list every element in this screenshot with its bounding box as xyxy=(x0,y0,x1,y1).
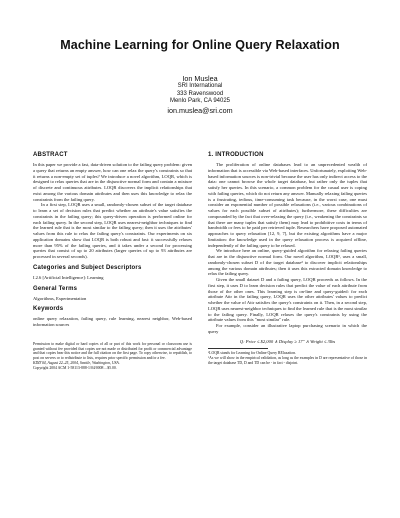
left-column xyxy=(33,152,192,371)
abstract-paragraph-2: In a first step, LOQR uses a small, randomly-chosen subset of the target database to learn a set of decision rules that predict whether an attribute's value satisfies the constraints in the failing query; this query-driven operation is performed online for each failing query. In the second step, LOQR uses nearest-neighbor techniques to find the learned rule that is the most similar to the failing query; then it uses the attributes' values from this rule to relax the failing query's constraints. Our experiments on six application domains show that LOQR is both robust and fast: it successfully relaxes more than 95% of the failing queries, and it takes under a second for processing queries that consist of up to 20 attributes (larger queries of up to 93 attributes are processed in several seconds). xyxy=(33,202,192,259)
copyright-line: Copyright 2004 ACM 1-58113-888-1/04/0008 ...$5.00. xyxy=(33,365,117,370)
categories-heading: Categories and Subject Descriptors xyxy=(33,264,142,271)
footnote-2: ²As we will show in the empirical validation, as long as the examples in D are representative of those in the target database TD, D and TD can be - in fact - disjoint. xyxy=(208,356,367,365)
copyright-notice: Permission to make digital or hard copies of all or part of this work for personal or classroom use is granted without fee provided that copies are not made or distributed for profit or commercial advantage and that copies bear this notice and the full citation on the first page. To copy otherwise, to republish, to post on servers or to redistribute to lists, requires prior specific permission and/or a fee. xyxy=(33,341,192,361)
author-affiliation: SRI International xyxy=(177,83,223,89)
abstract-heading: ABSTRACT xyxy=(33,152,68,158)
abstract-paragraph-1: In this paper we provide a fast, data-driven solution to the failing query problem: given a query that returns an empty answer, how can one relax the query's constraints so that it returns a non-empty set of tuples? We introduce a novel algorithm, LOQR, which is designed to relax queries that are in the disjunctive normal form and contain a mixture of discrete and continuous attributes. LOQR discovers the implicit relationships that exist among the various domain attributes and then uses this knowledge to relax the constraints from the failing query. xyxy=(33,162,192,202)
intro-paragraph-3: Given the small dataset D and a failing query, LOQR proceeds as follows. In the first step, it uses D to learn decision rules that predict the value of each attribute from those of the other ones. This learning step is on-line and query-guided: for each attribute Attr in the failing query, LOQR uses the other attributes' values to predict whether the value of Attr satisfies the query's constraints on it. Then, in a second step, LOQR uses nearest-neighbor techniques to find the learned rule that is the most similar to the failing query. Finally, LOQR relaxes the query's constraints by using the attribute values from this "most similar" rule. xyxy=(208,277,367,323)
author-address-line-1: 333 Ravenswood xyxy=(176,90,224,97)
intro-paragraph-4: For example, consider an illustrative laptop purchasing scenario in which the query xyxy=(208,323,367,334)
intro-paragraph-2: We introduce here an online, query-guided algorithm for relaxing failing queries that are in the disjunctive normal form. Our novel algorithm, LOQR¹, uses a small, randomly-chosen subset D of the target database² to discover implicit relationships among the various domain attributes; then it uses this extracted domain knowledge to relax the failing query. xyxy=(208,248,367,277)
right-column xyxy=(208,152,367,366)
copyright-venue: KDD'04, August 22–25, 2004, Seattle, Washington, USA. xyxy=(33,360,120,365)
introduction-heading: 1. INTRODUCTION xyxy=(208,152,264,158)
query-formula: Q: Price ≤ $2,000 ∧ Display ≥ 17" ∧ Weight ≤ 3lbs xyxy=(239,338,336,344)
footnote-1: ¹LOQR stands for Learning for Online Query RElaxation. xyxy=(208,351,297,356)
keywords-text: online query relaxation, failing query, rule learning, nearest neighbor, Web-based information sources xyxy=(33,316,192,327)
categories-text: I.2.6 [Artificial Intelligence]: Learning xyxy=(33,274,104,280)
intro-paragraph-1: The proliferation of online databases lead to an unprecedented wealth of information that is accessible via Web-based interfaces. Unfortunately, exploiting Web-based information sources is non-trivial because the user has only indirect access to the data: one cannot browse the whole target database, but rather only the tuples that satisfy her queries. In this scenario, a common problem for the casual user is coping with failing queries, which do not return any answer. Manually relaxing failing queries is a frustrating, tedious, time-consuming task because, in the worst case, one must consider an exponential number of possible relaxations (i.e., various combinations of values for each possible subset of attributes); furthermore, these difficulties are compounded by the fact that over-relaxing the query (i.e., weakening the constraints so that there are many tuples that satisfy them) may lead to prohibitive costs in terms of bandwidth or fees to be paid per retrieved tuple. Researchers have proposed automated approaches to query relaxation [12, 9, 7], but the existing algorithms have a major limitation: the knowledge used in the query relaxation process is acquired offline, independently of the failing query to be relaxed. xyxy=(208,162,367,248)
paper-title: Machine Learning for Online Query Relaxation xyxy=(60,38,340,52)
author-name: Ion Muslea xyxy=(182,74,218,83)
keywords-heading: Keywords xyxy=(33,306,64,313)
footnote-rule xyxy=(208,348,268,349)
general-terms-heading: General Terms xyxy=(33,285,78,292)
general-terms-text: Algorithms, Experimentation xyxy=(33,295,87,301)
author-block xyxy=(0,74,400,115)
author-email: ion.muslea@sri.com xyxy=(167,105,233,115)
author-address-line-2: Menlo Park, CA 94025 xyxy=(169,98,231,105)
